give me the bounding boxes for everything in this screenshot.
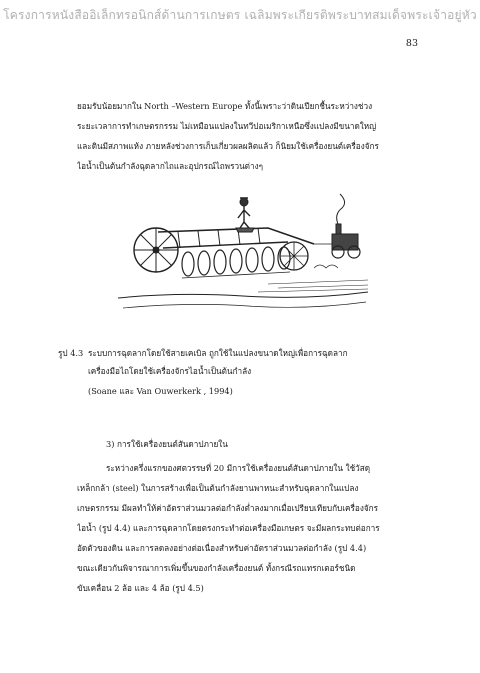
caption-line: ระบบการฉุดลากโดยใช้สายเคเบิล ถูกใช้ในแปลงขนาดใหญ่เพื่อการฉุดลาก (88, 348, 348, 358)
book-project-header: โครงการหนังสืออิเล็กทรอนิกส์ด้านการเกษตร เฉลิมพระเกียรติพระบาทสมเด็จพระเจ้าอยู่หัว (3, 8, 477, 22)
section-heading: 3) การใช้เครื่องยนต์สันดาปภายใน (106, 439, 228, 449)
paragraph-line: ระยะเวลาการทำเกษตรกรรม ไม่เหมือนแปลงในทวีปอเมริกาเหนือซึ่งแปลงมีขนาดใหญ่ (77, 121, 377, 131)
figure-source: (Soane และ Van Ouwerkerk , 1994) (88, 386, 233, 396)
paragraph-line: ขณะเดียวกันพิจารณาการเพิ่มขึ้นของกำลังเครื่องยนต์ ทั้งกรณีรถแทรกเตอร์ชนิด (77, 563, 356, 573)
paragraph-line: อัดตัวของดิน และการลดลงอย่างต่อเนื่องสำหรับค่าอัตราส่วนมวลต่อกำลัง (รูป 4.4) (77, 543, 367, 553)
figure-number: รูป 4.3 (58, 348, 84, 358)
plough-drawing (118, 188, 368, 318)
paragraph-line: เกษตรกรรม มีผลทำให้ค่าอัตราส่วนมวลต่อกำลังต่ำลงมากเมื่อเปรียบเทียบกับเครื่องจักร (77, 503, 378, 513)
paragraph-line: ยอมรับน้อยมากใน North –Western Europe ทั้งนี้เพราะว่าดินเปียกชื้นระหว่างช่วง (77, 101, 373, 111)
caption-line: เครื่องมือไถโดยใช้เครื่องจักรไอน้ำเป็นต้นกำลัง (88, 366, 252, 376)
paragraph-line: ขับเคลื่อน 2 ล้อ และ 4 ล้อ (รูป 4.5) (77, 583, 204, 593)
paragraph-line: ระหว่างครึ่งแรกของศตวรรษที่ 20 มีการใช้เครื่องยนต์สันดาปภายใน ใช้วัสดุ (106, 463, 371, 473)
paragraph-line: และดินมีสภาพแห้ง ภายหลังช่วงการเก็บเกี่ยวผลผลิตแล้ว ก็นิยมใช้เครื่องยนต์เครื่องจักร (77, 141, 379, 151)
steam-cable-plough-illustration (118, 188, 368, 318)
figure-caption (58, 344, 428, 400)
paragraph-line: ไอน้ำ (รูป 4.4) และการฉุดลากโดยตรงกระทำต่อเครื่องมือเกษตร จะมีผลกระทบต่อการ (77, 523, 380, 533)
paragraph-north-western-europe (77, 96, 422, 176)
paragraph-line: เหล็กกล้า (steel) ในการสร้างเพื่อเป็นต้นกำลังยานพาหนะสำหรับฉุดลากในแปลง (77, 483, 359, 493)
paragraph-line: ไอน้ำเป็นต้นกำลังฉุดลากไถและอุปกรณ์ไถพรวนต่างๆ (77, 161, 263, 171)
page-number: 83 (405, 38, 418, 49)
paragraph-internal-combustion-engine (77, 458, 422, 598)
